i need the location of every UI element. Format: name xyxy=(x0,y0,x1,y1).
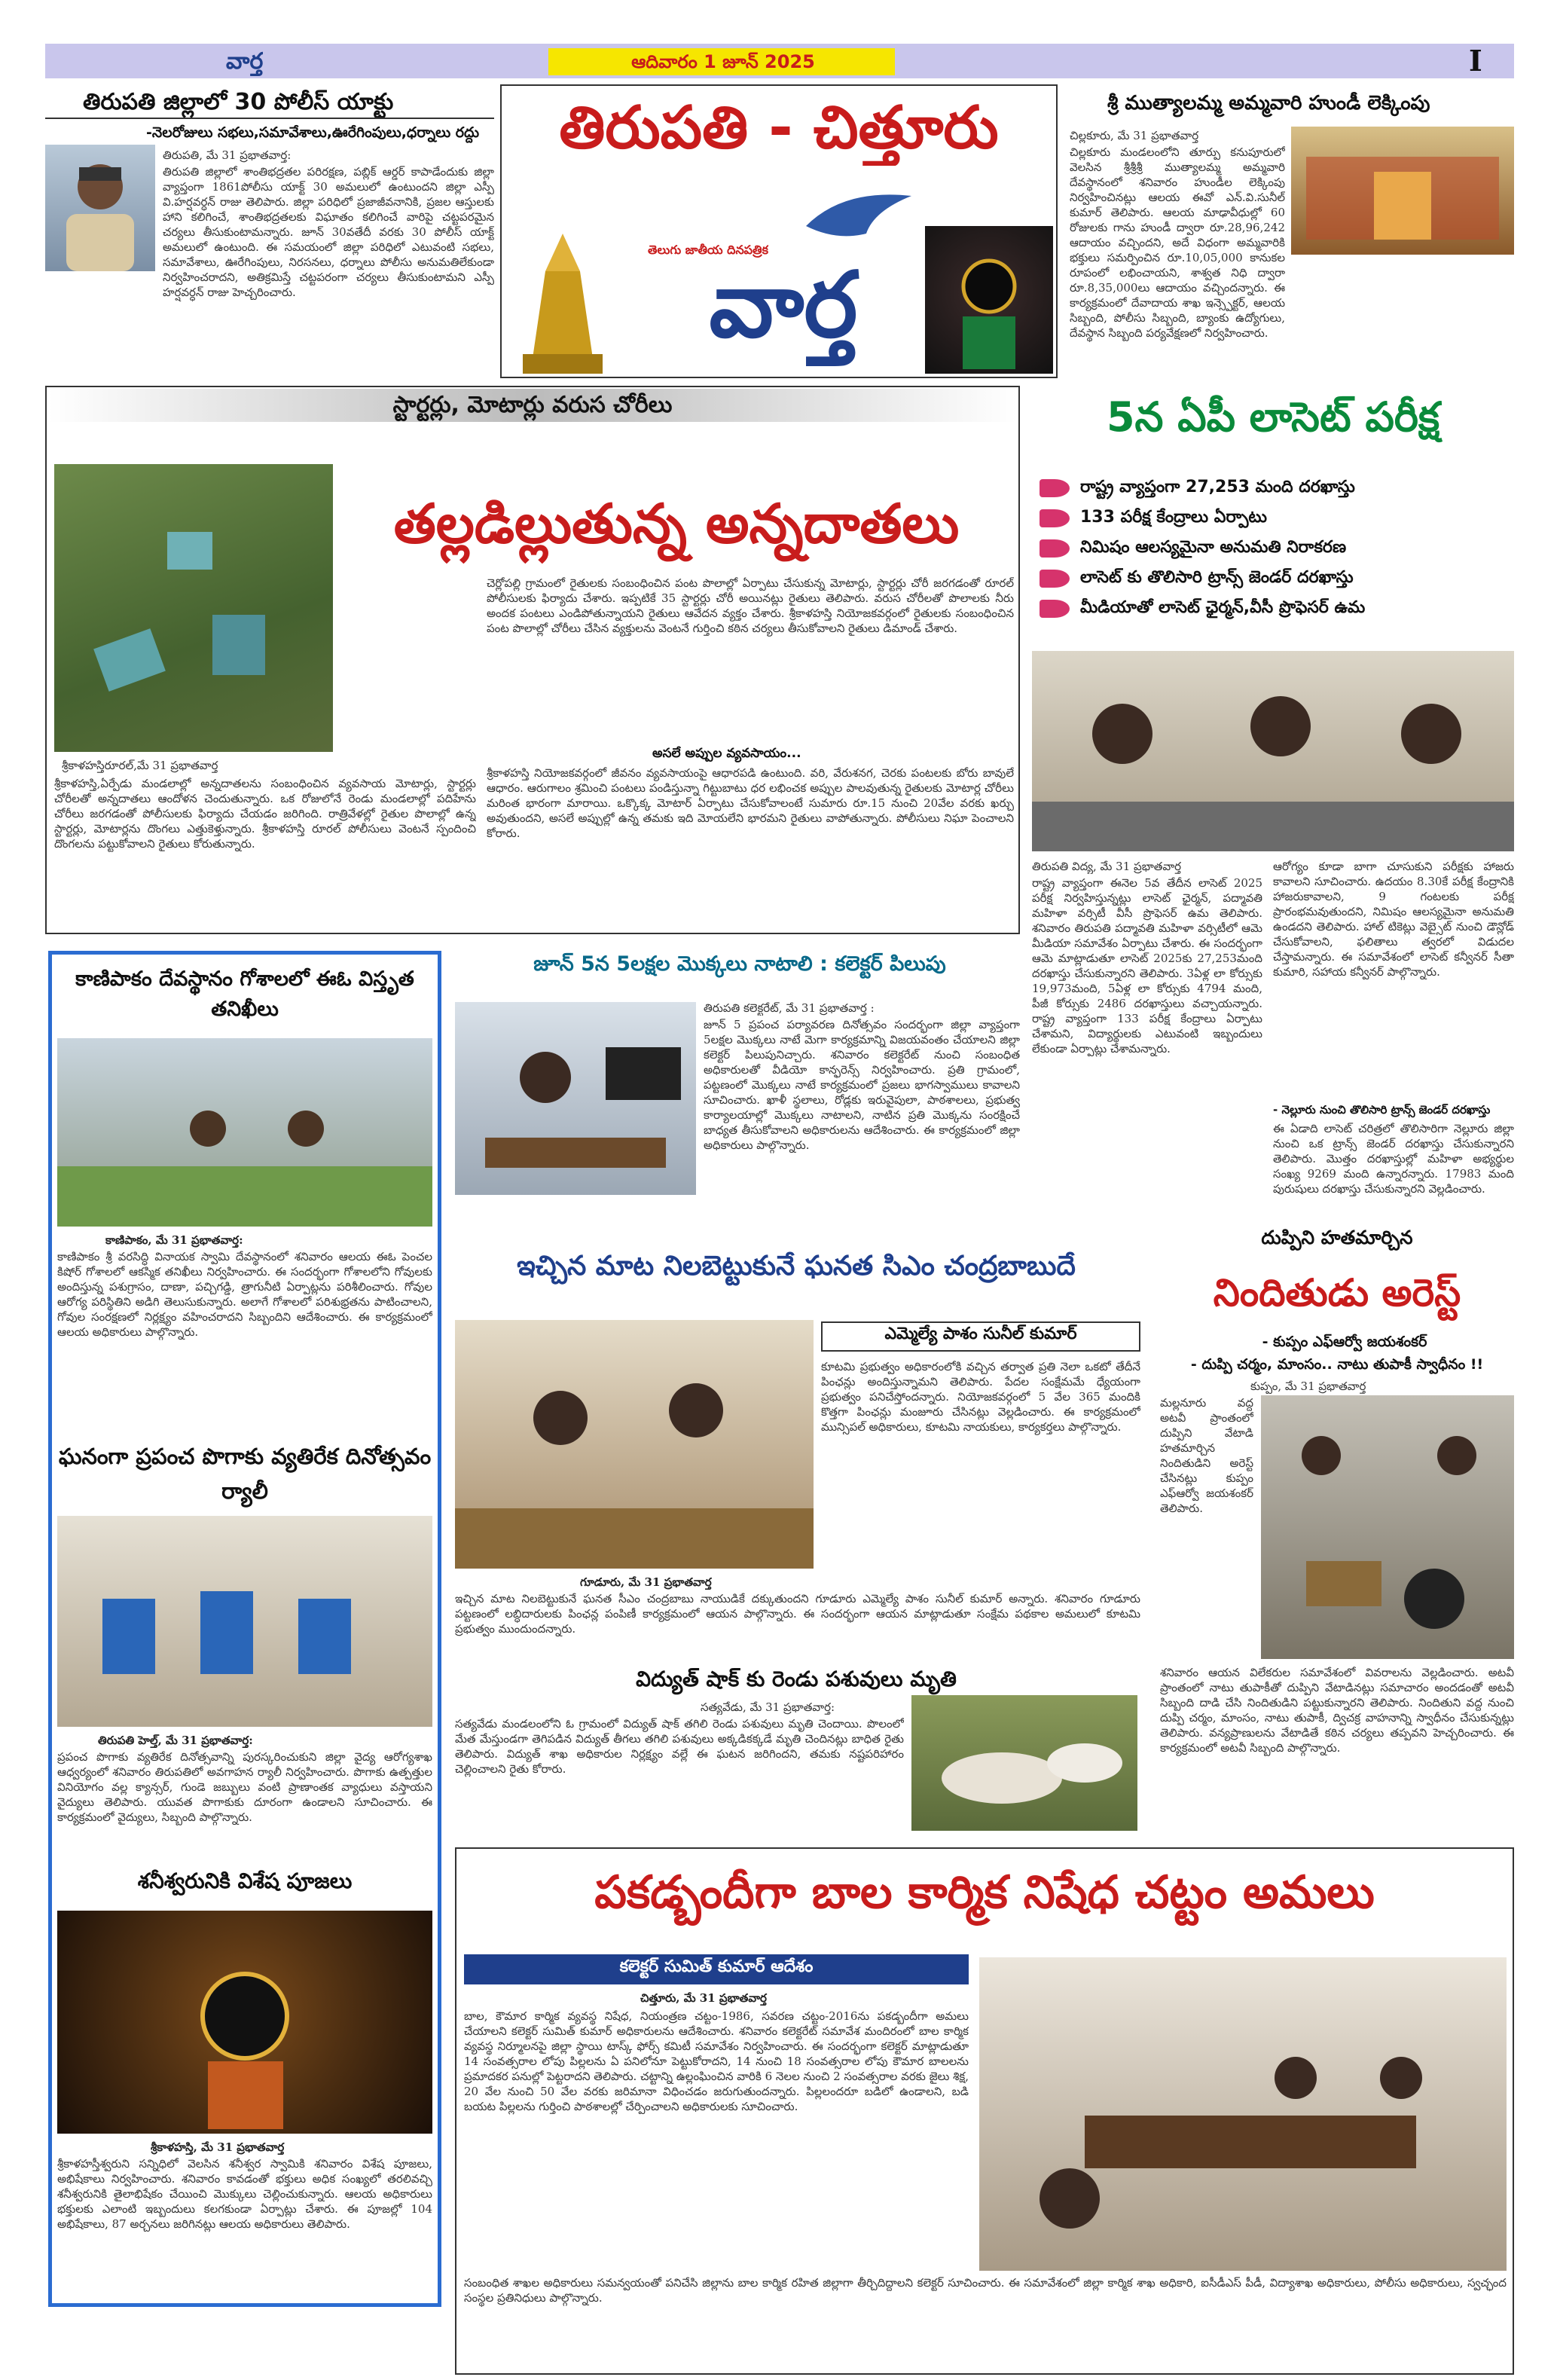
police-subhead-rule xyxy=(45,118,494,119)
hundi-photo xyxy=(1291,127,1514,255)
stolen-starter-boxes-icon xyxy=(54,464,333,752)
tobacco-rally-photo xyxy=(57,1516,432,1727)
saplings-photo xyxy=(455,1002,696,1195)
edition-tagline: తెలుగు జాతీయ దినపత్రిక xyxy=(648,243,768,257)
lawcet-bullet-item xyxy=(1032,505,1514,533)
hundi-headline: శ్రీ ముత్యాలమ్మ అమ్మవారి హుండీ లెక్కింపు xyxy=(1107,92,1430,115)
pointing-hand-icon xyxy=(1040,479,1070,497)
lawcet-bullet-list xyxy=(1032,475,1514,633)
farmers-kicker: స్టార్టర్లు, మోటార్లు వరుస చోరీలు xyxy=(392,392,673,418)
lawcet-subhead: - నెల్లూరు నుంచి తొలిసారి ట్రాన్స్ జెండర్ దరఖాస్తు xyxy=(1273,1103,1491,1117)
page-date: ఆదివారం 1 జూన్ 2025 xyxy=(631,51,815,72)
sp-portrait-icon xyxy=(45,145,155,271)
edition-title: తిరుపతి - చిత్తూరు xyxy=(559,94,999,162)
farmers-subhead: అసలే అప్పుల వ్యవసాయం... xyxy=(652,746,801,761)
police-dateline: తిరుపతి, మే 31 ప్రభాతవార్త: xyxy=(163,148,292,162)
arrest-sub1: - కుప్పం ఎఫ్ఆర్వో జయశంకర్ xyxy=(1262,1334,1427,1350)
goshala-body: కాణిపాకం శ్రీ వరసిద్ధి వినాయక స్వామి దేవస్థానంలో శనివారం ఆలయ ఈఓ పెంచల కిషోర్ గోశాలలో ఆకస్మిక తనిఖీలు నిర్వహించారు. ఈ సందర్భంగా గోశాలలోని గోవులకు అందిస్తున్న పశుగ్రాసం, దాణా, పచ్చిగడ్డి, త్రాగునీటి ఏర్పాట్లను పరిశీలించారు. గోవుల ఆరోగ్య పరిస్థితిని అడిగి తెలుసుకున్నారు. అలాగే గోశాలలో పరిశుభ్రతను పాటించాలని, గోవుల సంరక్షణలో నిర్లక్ష్యం వహించరాదని సిబ్బందిని ఆదేశించారు. ఈ కార్యక్రమంలో ఆలయ అధికారులు పాల్గొన్నారు. xyxy=(57,1250,432,1339)
pointing-hand-icon xyxy=(1040,570,1070,588)
goshala-headline: కాణిపాకం దేవస్థానం గోశాలలో ఈఓ విస్తృత తనిఖీలు xyxy=(75,967,414,1021)
police-photo xyxy=(45,145,155,271)
child-labour-body-right: సంబంధిత శాఖల అధికారులు సమన్వయంతో పనిచేసి జిల్లాను బాల కార్మిక రహిత జిల్లాగా తీర్చిదిద్దాలని కలెక్టర్ సూచించారు. ఈ సమావేశంలో జిల్లా కార్మిక శాఖ అధికారి, ఐసీడీఎస్ పీడీ, విద్యాశాఖ అధికారులు, పోలీసు అధికారులు, స్వచ్ఛంద సంస్థల ప్రతినిధులు పాల్గొన్నారు. xyxy=(464,2276,1507,2305)
lawcet-body-right: ఆరోగ్యం కూడా బాగా చూసుకుని పరీక్షకు హాజరు కావాలని సూచించారు. ఉదయం 8.30కే పరీక్ష కేంద్రానికి హాజరుకావాలని, 9 గంటలకు పరీక్ష ప్రారంభమవుతుందని, నిమిషం ఆలస్యమైనా అనుమతి ఉండదని తెలిపారు. హాల్ టికెట్లు వెబ్సైట్ నుంచి డౌన్లోడ్ చేసుకోవాలని, ఫలితాలు త్వరలో విడుదల చేస్తామన్నారు. ఈ సమావేశంలో లాసెట్ కన్వీనర్ సీతా కుమారి, సహాయ కన్వీనర్ పాల్గొన్నారు. xyxy=(1273,860,1514,979)
lawcet-press-photo xyxy=(1032,651,1514,851)
cm-dateline: గూడూరు, మే 31 ప్రభాతవార్త xyxy=(580,1575,712,1589)
edition-brand: వార్త xyxy=(709,252,858,358)
shock-body: సత్యవేడు మండలంలోని ఓ గ్రామంలో విద్యుత్ షాక్ తగిలి రెండు పశువులు మృతి చెందాయి. పొలంలో మేత మేస్తుండగా తెగిపడిన విద్యుత్ తీగలు తగిలి పశువులు అక్కడికక్కడే మృతి చెందినట్లు బాధిత రైతు తెలిపారు. విద్యుత్ శాఖ అధికారుల నిర్లక్ష్యం వల్లే ఈ ఘటన జరిగిందని, తమకు నష్టపరిహారం చెల్లించాలని రైతు కోరారు. xyxy=(455,1717,904,1776)
temple-interior-icon xyxy=(1291,127,1514,255)
goshala-inspection-icon xyxy=(57,1038,432,1227)
lawcet-bullet-text: రాష్ట్ర వ్యాప్తంగా 27,253 మంది దరఖాస్తు xyxy=(1080,478,1355,496)
collector-video-conference-icon xyxy=(455,1002,696,1195)
masthead-small-logo: వార్త xyxy=(226,48,264,75)
farmers-body-right: చెర్లోపల్లి గ్రామంలో రైతులకు సంబంధించిన పంట పొలాల్లో ఏర్పాటు చేసుకున్న మోటార్లు, స్టార్టర్లు చోరీ జరగడంతో రూరల్ పోలీసులకు ఫిర్యాదు చేశారు. ఇప్పటికే 35 స్టార్టర్లు చోరీ అయినట్లు రైతులు తెలిపారు. వరుస చోరీలతో పొలాలకు నీరు అందక పంటలు ఎండిపోతున్నాయని రైతులు ఆవేదన వ్యక్తం చేశారు. శ్రీకాళహస్తి నియోజకవర్గంలో రైతులకు సంబంధించిన పంట పొలాల్లో చోరీలు చేసిన వ్యక్తులను వెంటనే గుర్తించి కఠిన చర్యలు తీసుకోవాలని రైతులు డిమాండ్ చేశారు. xyxy=(487,576,1014,635)
rally-placards-icon xyxy=(57,1516,432,1727)
press-meet-icon xyxy=(1032,651,1514,851)
child-labour-subhead: కలెక్టర్ సుమిత్ కుమార్ ఆదేశం xyxy=(619,1957,814,1976)
police-body-overflow-area xyxy=(45,273,158,371)
arrest-dateline: కుప్పం, మే 31 ప్రభాతవార్త xyxy=(1250,1379,1366,1393)
tobacco-headline: ఘనంగా ప్రపంచ పొగాకు వ్యతిరేక దినోత్సవం ర్యాలీ xyxy=(58,1444,432,1504)
cm-headline: ఇచ్చిన మాట నిలబెట్టుకునే ఘనత సిఎం చంద్రబాబుదే xyxy=(517,1251,1076,1282)
arrest-body-left: మల్లనూరు వద్ద అటవీ ప్రాంతంలో దుప్పిని వేటాడి హతమార్చిన నిందితుడిని అరెస్ట్ చేసినట్లు కుప్పం ఎఫ్ఆర్వో జయశంకర్ తెలిపారు. xyxy=(1160,1396,1253,1515)
tobacco-body: ప్రపంచ పొగాకు వ్యతిరేక దినోత్సవాన్ని పురస్కరించుకుని జిల్లా వైద్య ఆరోగ్యశాఖ ఆధ్వర్యంలో శనివారం తిరుపతిలో అవగాహన ర్యాలీ నిర్వహించారు. పొగాకు ఉత్పత్తుల వినియోగం వల్ల క్యాన్సర్, గుండె జబ్బులు వంటి ప్రాణాంతక వ్యాధులు వస్తాయని వైద్యులు తెలిపారు. యువత పొగాకుకు దూరంగా ఉండాలని సూచించారు. ఈ కార్యక్రమంలో వైద్యులు, సిబ్బంది పాల్గొన్నారు. xyxy=(57,1750,432,1824)
shock-dateline: సత్యవేడు, మే 31 ప్రభాతవార్త: xyxy=(701,1700,835,1714)
farmers-headline: తల్లడిల్లుతున్న అన్నదాతలు xyxy=(393,492,960,555)
farmers-body-left: శ్రీకాళహస్తి,ఏర్పేడు మండలాల్లో అన్నదాతలను సంబంధించిన వ్యవసాయ మోటార్లు, స్టార్టర్లు చోరీలతో అన్నదాతలు ఆందోళన చెందుతున్నారు. ఒక రోజులోనే రెండు మండలాల్లో పదిహేను చోరీలు జరగడంతో పోలీసులకు ఫిర్యాదు చేయడం జరిగింది. రాత్రివేళల్లో రైతుల పొలాల్లో ఉన్న స్టార్టర్లు, మోటార్లను దొంగలు ఎత్తుకెళ్తున్నారు. శ్రీకాళహస్తి రూరల్ పోలీసులు వెంటనే స్పందించి దొంగలను పట్టుకోవాలని రైతులు కోరుతున్నారు. xyxy=(54,777,476,851)
police-body: తిరుపతి జిల్లాలో శాంతిభద్రతల పరిరక్షణ, పబ్లిక్ ఆర్డర్ కాపాడేందుకు జిల్లా వ్యాప్తంగా 1861పోలీసు యాక్ట్ 30 అమలులో ఉంటుందని జిల్లా ఎస్పీ వి.హర్షవర్ధన్ రాజు తెలిపారు. జిల్లా పరిధిలో ప్రజాజీవనానికి, ప్రజల ఆస్తులకు హాని కలిగించే, శాంతిభద్రతలకు విఘాతం కలిగించే వారిపై చట్టపరమైన చర్యలు తీసుకుంటామన్నారు. జూన్ 30వతేదీ వరకు 30 పోలీస్ యాక్ట్ అమలులో ఉంటుంది. ఈ సమయంలో జిల్లా పరిధిలో ఎటువంటి సభలు, సమావేశాలు, ఊరేగింపులు, నిరసనలు, ధర్నాలు పోలీసు అనుమతిలేకుండా నిర్వహించరాదని, అతిక్రమిస్తే చట్టపరంగా చర్యలు తీసుకుంటామని ఎస్పీ హర్షవర్ధన్ రాజు హెచ్చరించారు. xyxy=(163,165,494,299)
pointing-hand-icon xyxy=(1040,509,1070,527)
lawcet-bullet-item xyxy=(1032,565,1514,594)
lawcet-bullet-text: లాసెట్ కు తొలిసారి ట్రాన్స్ జెండర్ దరఖాస్తు xyxy=(1080,568,1354,587)
saplings-dateline: తిరుపతి కలెక్టరేట్, మే 31 ప్రభాతవార్త : xyxy=(704,1001,875,1015)
child-labour-meeting-photo xyxy=(979,1957,1507,2271)
police-headline: తిరుపతి జిల్లాలో 30 పోలీస్ యాక్టు xyxy=(83,89,394,115)
arrest-kicker: దుప్పిని హతమార్చిన xyxy=(1261,1227,1413,1248)
pension-distribution-icon xyxy=(455,1320,814,1569)
hundi-body: చిల్లకూరు మండలంలోని తూర్పు కనుపూరులో వెలసిన శ్రీశ్రీశ్రీ ముత్యాలమ్మ అమ్మవారి దేవస్థానంలో శనివారం హుండీల లెక్కింపు నిర్వహించినట్లు ఆలయ ఈవో ఎన్.వి.సునీల్ కుమార్ తెలిపారు. ఆలయ మాఢావీధుల్లో 60 రోజులకు గాను హుండీ ద్వారా రూ.28,96,242 ఆదాయం వచ్చిందని, అదే విధంగా అమ్మవారికి భక్తులు సమర్పించిన రూ.10,05,000 కానుకల రూపంలో లభించాయని, శాశ్వత నిధి ద్వారా రూ.8,35,000లు ఆదాయం వచ్చిందన్నారు. ఈ కార్యక్రమంలో దేవాదాయ శాఖ ఇన్స్పెక్టర్, ఆలయ సిబ్బంది, పోలీసు సిబ్బంది, బ్యాంకు ఉద్యోగులు, దేవస్థాన సిబ్బంది పర్యవేక్షణలో నిర్వహించారు. xyxy=(1070,145,1285,340)
pointing-hand-icon xyxy=(1040,539,1070,558)
lawcet-bullet-text: 133 పరీక్ష కేంద్రాలు ఏర్పాటు xyxy=(1080,508,1268,527)
dove-illustration xyxy=(798,181,919,249)
saturn-headline: శనీశ్వరునికి విశేష పూజలు xyxy=(137,1868,353,1893)
lawcet-headline: 5న ఏపీ లాసెట్ పరీక్ష xyxy=(1106,393,1440,441)
pointing-hand-icon xyxy=(1040,600,1070,618)
child-labour-headline: పకడ్బందీగా బాల కార్మిక నిషేధ చట్టం అమలు xyxy=(594,1866,1375,1919)
temple-gopuram-illustration xyxy=(508,226,618,374)
page-number: I xyxy=(1469,44,1482,78)
shock-headline: విద్యుత్ షాక్ కు రెండు పశువులు మృతి xyxy=(636,1667,957,1691)
farmers-body-right2: శ్రీకాళహస్తి నియోజకవర్గంలో జీవనం వ్యవసాయంపై ఆధారపడి ఉంటుంది. వరి, వేరుశనగ, చెరకు పంటలకు బోరు బావులే ఆధారం. ఆరుగాలం శ్రమించి పంటలు పండిస్తున్నా గిట్టుబాటు ధర లభించక అప్పుల పాలవుతున్న రైతులకు మోటార్ల చోరీలు మరింత భారంగా మారాయి. ఒక్కొక్క మోటార్ ఏర్పాటు చేసుకోవాలంటే సుమారు రూ.15 నుంచి 20వేల వరకు ఖర్చు అవుతుందని, అసలే అప్పుల్లో ఉన్న తమకు ఇది మోయలేని భారమని రైతులు వాపోతున్నారు. పోలీసులు నిఘా పెంచాలని కోరారు. xyxy=(487,766,1014,840)
goddess-idol-icon xyxy=(925,226,1053,374)
saturn-body: శ్రీకాళహస్తీశ్వరుని సన్నిధిలో వెలసిన శనీశ్వర స్వామికి శనివారం విశేష పూజలు, అభిషేకాలు నిర్వహించారు. శనివారం కావడంతో భక్తులు అధిక సంఖ్యలో తరలివచ్చి శనీశ్వరునికి తైలాభిషేకం చేయించి మొక్కులు చెల్లించుకున్నారు. ఆలయ అధికారులు భక్తులకు ఎలాంటి ఇబ్బందులు కలగకుండా ఏర్పాట్లు చేశారు. ఈ పూజల్లో 104 అభిషేకాలు, 87 అర్చనలు జరిగినట్లు ఆలయ అధికారులు తెలిపారు. xyxy=(57,2157,432,2231)
child-labour-body-left: బాల, కౌమార కార్మిక వ్యవస్థ నిషేధ, నియంత్రణ చట్టం-1986, సవరణ చట్టం-2016ను పకడ్బందీగా అమలు చేయాలని కలెక్టర్ సుమిత్ కుమార్ అధికారులను ఆదేశించారు. శనివారం కలెక్టరేట్ సమావేశ మందిరంలో బాల కార్మిక వ్యవస్థ నిర్మూలనపై జిల్లా స్థాయి టాస్క్ ఫోర్స్ కమిటీ సమావేశం నిర్వహించారు. ఈ సందర్భంగా కలెక్టర్ మాట్లాడుతూ 14 సంవత్సరాల లోపు పిల్లలను ఏ పనిలోనూ పెట్టుకోరాదని, 14 నుంచి 18 సంవత్సరాల లోపు కౌమార బాలలను ప్రమాదకర పనుల్లో పెట్టరాదని తెలిపారు. చట్టాన్ని ఉల్లంఘించిన వారికి 6 నెలల నుంచి 2 సంవత్సరాల వరకు జైలు శిక్ష, 20 వేల నుంచి 50 వేల వరకు జరిమానా విధించడం జరుగుతుందన్నారు. పిల్లలందరూ బడిలో ఉండాలని, బడి బయట పిల్లలను గుర్తించి పాఠశాలల్లో చేర్పించాలని అధికారులకు సూచించారు. xyxy=(464,2009,969,2113)
cm-pension-photo xyxy=(455,1320,814,1569)
child-labour-dateline: చిత్తూరు, మే 31 ప్రభాతవార్త xyxy=(640,1991,767,2005)
dove-icon xyxy=(798,181,919,249)
police-subhead: -నెలరోజులు సభలు,సమావేశాలు,ఊరేగింపులు,ధర్నాలు రద్దు xyxy=(146,124,480,141)
deity-idol-icon xyxy=(57,1911,432,2134)
cattle-icon xyxy=(911,1695,1137,1831)
saturn-idol-photo xyxy=(57,1911,432,2134)
goshala-dateline: కాణిపాకం, మే 31 ప్రభాతవార్త: xyxy=(105,1233,243,1247)
saplings-body: జూన్ 5 ప్రపంచ పర్యావరణ దినోత్సవం సందర్భంగా జిల్లా వ్యాప్తంగా 5లక్షల మొక్కలు నాటే మెగా కార్యక్రమాన్ని విజయవంతం చేయాలని జిల్లా కలెక్టర్ పిలుపునిచ్చారు. శనివారం కలెక్టరేట్ నుంచి సంబంధిత అధికారులతో వీడియో కాన్ఫరెన్స్ నిర్వహించారు. ప్రతి గ్రామంలో, పట్టణంలో మొక్కలు నాటే కార్యక్రమంలో ప్రజలు భాగస్వాములు కావాలని సూచించారు. ఖాళీ స్థలాలు, రోడ్లకు ఇరువైపులా, పాఠశాలలు, ప్రభుత్వ కార్యాలయాల్లో మొక్కలు నాటాలని, నాటిన ప్రతి మొక్కను సంరక్షించే బాధ్యత తీసుకోవాలని అధికారులను ఆదేశించారు. ఈ కార్యక్రమంలో జిల్లా అధికారులు పాల్గొన్నారు. xyxy=(704,1018,1020,1152)
arrest-headline: నిందితుడు అరెస్ట్ xyxy=(1213,1271,1461,1315)
lawcet-bullet-item xyxy=(1032,475,1514,503)
goddess-illustration xyxy=(925,226,1053,374)
hundi-dateline: చిల్లకూరు, మే 31 ప్రభాతవార్త xyxy=(1070,129,1199,142)
cm-subhead: ఎమ్మెల్యే పాశం సునీల్ కుమార్ xyxy=(884,1324,1077,1343)
tobacco-dateline: తిరుపతి హెల్త్, మే 31 ప్రభాతవార్త: xyxy=(98,1734,253,1747)
seized-items-icon xyxy=(1261,1395,1514,1659)
cm-body-left: ఇచ్చిన మాట నిలబెట్టుకునే ఘనత సీఎం చంద్రబాబు నాయుడికే దక్కుతుందని గూడూరు ఎమ్మెల్యే పాశం సునీల్ కుమార్ అన్నారు. శనివారం గూడూరు పట్టణంలో లబ్ధిదారులకు పింఛన్ల పంపిణీ కార్యక్రమంలో ఆయన పాల్గొన్నారు. ఈ సందర్భంగా ఆయన మాట్లాడుతూ సంక్షేమ పథకాల అమలులో కూటమి ప్రభుత్వం ముందుందన్నారు. xyxy=(455,1592,1140,1636)
farmers-photo-caption: శ్రీకాళహస్తిరూరల్,మే 31 ప్రభాతవార్త xyxy=(62,759,218,772)
saturn-dateline: శ్రీకాళహస్తి, మే 31 ప్రభాతవార్త xyxy=(151,2140,285,2154)
goshala-photo xyxy=(57,1038,432,1227)
lawcet-body-right2: ఈ ఏడాది లాసెట్ చరిత్రలో తొలిసారిగా నెల్లూరు జిల్లా నుంచి ఒక ట్రాన్స్ జెండర్ దరఖాస్తు చేసుకున్నారని తెలిపారు. మొత్తం దరఖాస్తుల్లో మహిళా అభ్యర్థుల సంఖ్య 9269 మంది ఉన్నారన్నారు. 17983 మంది పురుషులు దరఖాస్తు చేసుకున్నారని వెల్లడించారు. xyxy=(1273,1122,1514,1196)
cm-body-right: కూటమి ప్రభుత్వం అధికారంలోకి వచ్చిన తర్వాత ప్రతి నెలా ఒకటో తేదీనే పింఛన్లు అందిస్తున్నామని తెలిపారు. పేదల సంక్షేమమే ధ్యేయంగా ప్రభుత్వం పనిచేస్తోందన్నారు. నియోజకవర్గంలో 5 వేల 365 మందికి కొత్తగా పింఛన్లు మంజూరు చేసినట్లు వెల్లడించారు. ఈ కార్యక్రమంలో మున్సిపల్ అధికారులు, కూటమి నాయకులు, కార్యకర్తలు పాల్గొన్నారు. xyxy=(821,1360,1140,1434)
dead-cattle-photo xyxy=(911,1695,1137,1831)
arrest-body: శనివారం ఆయన విలేకరుల సమావేశంలో వివరాలను వెల్లడించారు. అటవీ ప్రాంతంలో నాటు తుపాకీతో దుప్పిని వేటాడినట్లు సమాచారం అందడంతో అటవీ సిబ్బంది దాడి చేసి నిందితుడిని పట్టుకున్నారని తెలిపారు. నిందితుని వద్ద నుంచి దుప్పి చర్మం, మాంసం, నాటు తుపాకీ, ద్విచక్ర వాహనాన్ని స్వాధీనం చేసుకున్నట్లు తెలిపారు. వన్యప్రాణులను వేటాడితే కఠిన చర్యలు తప్పవని హెచ్చరించారు. ఈ కార్యక్రమంలో అటవీ సిబ్బంది పాల్గొన్నారు. xyxy=(1160,1666,1514,1755)
lawcet-body-left: రాష్ట్ర వ్యాప్తంగా ఈనెల 5వ తేదీన లాసెట్ 2025 పరీక్ష నిర్వహిస్తున్నట్లు లాసెట్ ఛైర్మన్, పద్మావతి మహిళా వర్సిటీ వీసీ ప్రొఫెసర్ ఉమ తెలిపారు. శనివారం తిరుపతి పద్మావతి మహిళా వర్సిటీలో ఆమె మీడియా సమావేశం ఏర్పాటు చేశారు. ఈ సందర్భంగా ఆమె మాట్లాడుతూ లాసెట్ 2025కు 27,253మంది దరఖాస్తు చేసుకున్నారని తెలిపారు. 3ఏళ్ల లా కోర్సుకు 19,973మంది, 5ఏళ్ల లా కోర్సుకు 4794 మంది, పీజీ కోర్సుకు 2486 దరఖాస్తులు వచ్చాయన్నారు. రాష్ట్ర వ్యాప్తంగా 133 పరీక్ష కేంద్రాలు ఏర్పాటు చేశామని, విద్యార్థులకు ఎటువంటి ఇబ్బందులు లేకుండా ఏర్పాట్లు చేశామన్నారు. xyxy=(1032,876,1262,1056)
task-force-meeting-icon xyxy=(979,1957,1507,2271)
lawcet-bullet-item xyxy=(1032,535,1514,564)
saplings-headline: జూన్ 5న 5లక్షల మొక్కలు నాటాలి : కలెక్టర్ పిలుపు xyxy=(533,952,946,976)
lawcet-bullet-text: మీడియాతో లాసెట్ ఛైర్మన్,వీసీ ప్రొఫెసర్ ఉమ xyxy=(1080,598,1366,617)
lawcet-dateline: తిరుపతి విద్య, మే 31 ప్రభాతవార్త xyxy=(1032,860,1182,873)
lawcet-bullet-text: నిమిషం ఆలస్యమైనా అనుమతి నిరాకరణ xyxy=(1080,538,1347,557)
farmers-photo xyxy=(54,464,333,752)
temple-gopuram-icon xyxy=(508,226,618,374)
lawcet-bullet-item xyxy=(1032,595,1514,624)
arrest-sub2: - దుప్పి చర్మం, మాంసం.. నాటు తుపాకీ స్వాధీనం !! xyxy=(1190,1356,1484,1373)
arrest-photo xyxy=(1261,1395,1514,1659)
